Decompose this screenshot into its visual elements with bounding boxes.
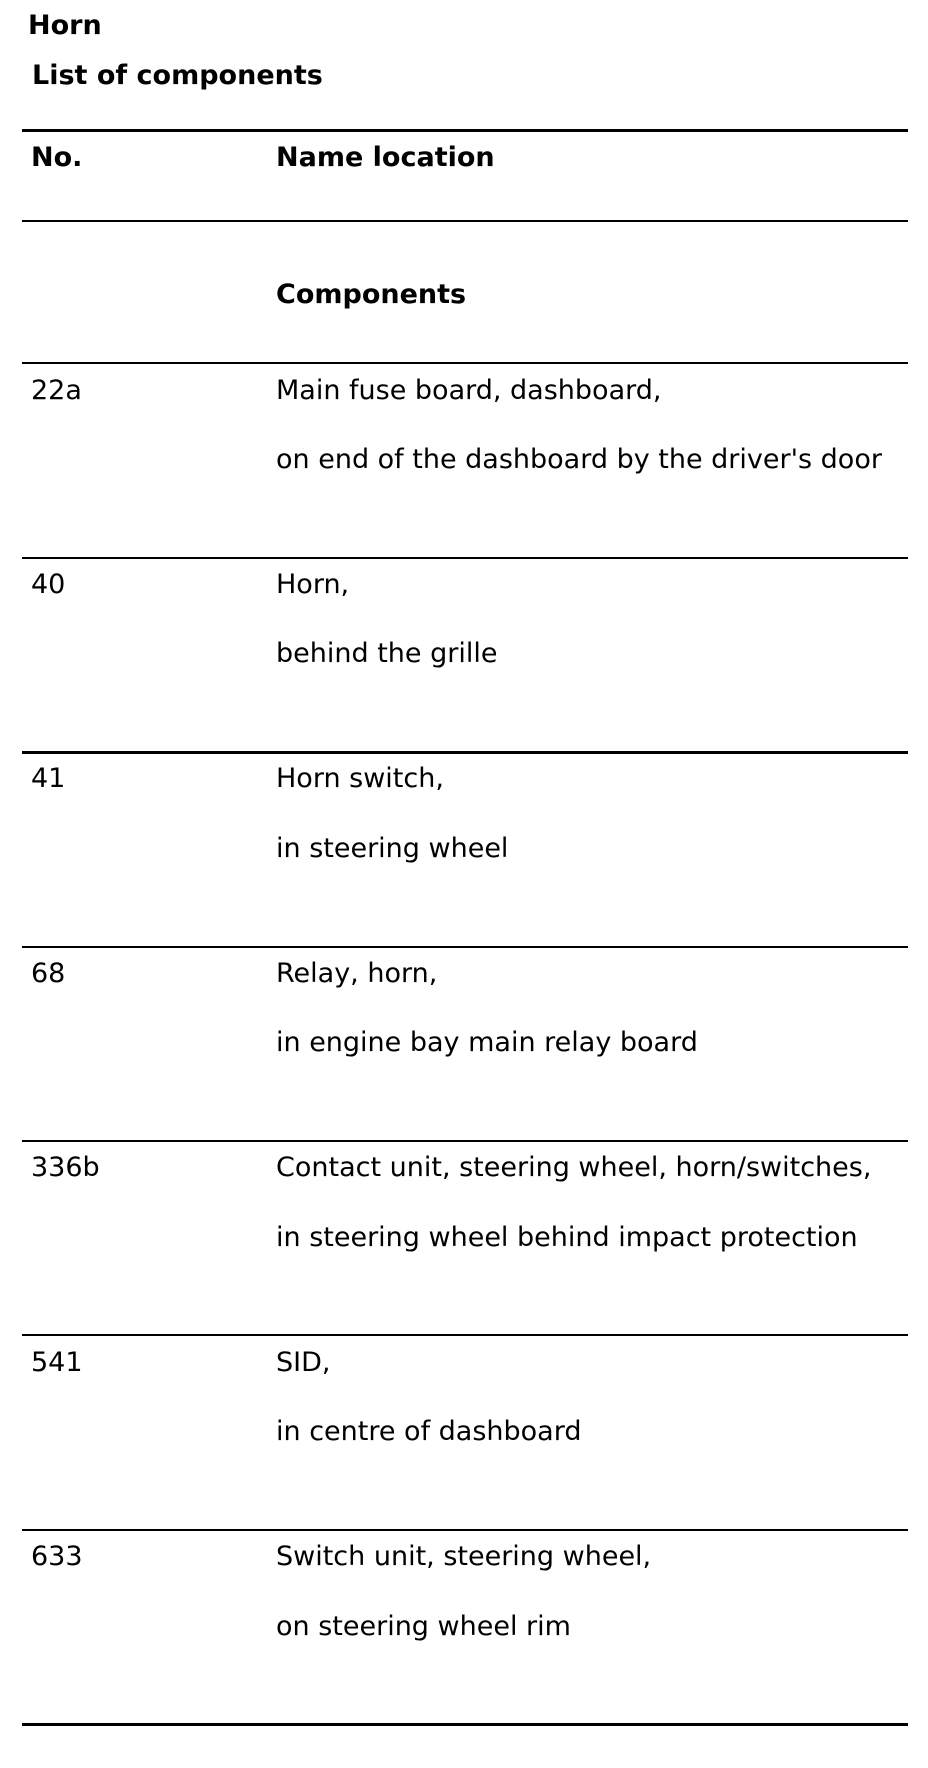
row-divider bbox=[22, 1140, 908, 1142]
row-name: Horn switch, bbox=[276, 763, 444, 794]
row-location: on steering wheel rim bbox=[276, 1611, 571, 1642]
table-bottom-rule bbox=[22, 1723, 908, 1726]
row-location: in engine bay main relay board bbox=[276, 1027, 698, 1058]
page-subtitle: List of components bbox=[32, 60, 323, 91]
row-name: Switch unit, steering wheel, bbox=[276, 1541, 652, 1572]
header-divider bbox=[22, 220, 908, 222]
row-divider bbox=[22, 1529, 908, 1531]
row-location: in steering wheel bbox=[276, 833, 509, 864]
row-name: Main fuse board, dashboard, bbox=[276, 375, 662, 406]
row-number: 22a bbox=[31, 375, 82, 406]
row-number: 633 bbox=[31, 1541, 83, 1572]
row-number: 40 bbox=[31, 569, 66, 600]
row-divider bbox=[22, 946, 908, 948]
row-divider bbox=[22, 362, 908, 364]
row-name: Horn, bbox=[276, 569, 350, 600]
row-number: 541 bbox=[31, 1347, 83, 1378]
row-location: in steering wheel behind impact protection bbox=[276, 1222, 858, 1253]
row-name: SID, bbox=[276, 1347, 331, 1378]
table-top-rule bbox=[22, 129, 908, 132]
column-header-name-location: Name location bbox=[276, 142, 495, 173]
row-location: in centre of dashboard bbox=[276, 1416, 582, 1447]
column-header-number: No. bbox=[31, 142, 83, 173]
row-location: behind the grille bbox=[276, 638, 498, 669]
row-number: 68 bbox=[31, 958, 66, 989]
row-number: 41 bbox=[31, 763, 66, 794]
row-number: 336b bbox=[31, 1152, 100, 1183]
page-title: Horn bbox=[28, 10, 102, 41]
row-divider bbox=[22, 557, 908, 559]
row-name: Relay, horn, bbox=[276, 958, 438, 989]
section-label: Components bbox=[276, 279, 467, 310]
row-divider bbox=[22, 751, 908, 754]
row-name: Contact unit, steering wheel, horn/switches, bbox=[276, 1152, 872, 1183]
row-divider bbox=[22, 1334, 908, 1336]
row-location: on end of the dashboard by the driver's door bbox=[276, 444, 882, 475]
